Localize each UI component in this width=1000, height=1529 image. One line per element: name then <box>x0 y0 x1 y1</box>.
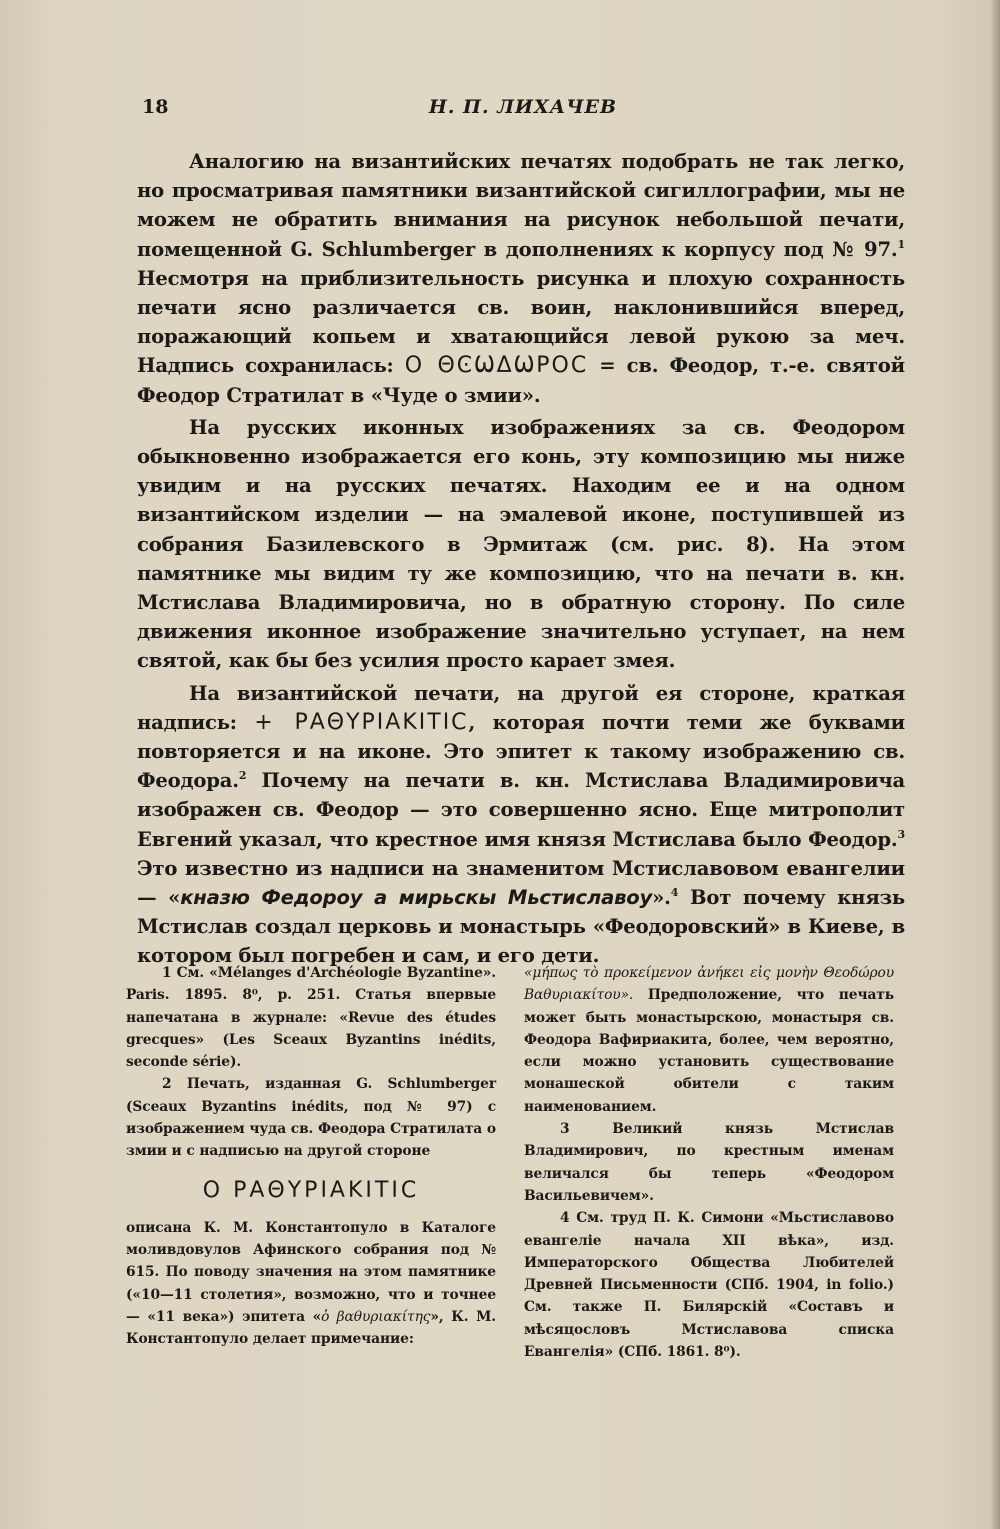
footnote-4: 4 См. труд П. К. Симони «Мьстиславово евангеліе начала XII вѣка», изд. Императорского Общества Любителей Древней Письменности (СПб. 1904, in folio.) См. также П. Билярскій «Составъ и мѣсяцословъ Мстиславова списка Евангелія» (СПб. 1861. 8⁰). <box>524 1210 894 1361</box>
greek-quotation: «μήπως τὸ προκείμενον ἀνήκει εἰς μονὴν Θεοδώρου Βαθυριακίτου». <box>524 965 894 1004</box>
paragraph-2: На русских иконных изображениях за св. Феодором обыкновенно изображается его конь, эту композицию мы ниже увидим и на русских печатях. Находим ее и на одном византийском изделии — на эмалевой иконе, поступившей из собрания Базилевского в Эрмитаж (см. рис. 8). На этом памятнике мы видим ту же композицию, что на печати в. кн. Мстислава Владимировича, но в обратную сторону. По силе движения иконное изображение значительно уступает, на нем святой, как бы без усилия просто карает змея. <box>137 415 905 673</box>
paragraph-3-text-b: , которая почти теми же буквами повторяется и на иконе. Это эпитет к такому изображению св. Феодора. <box>137 710 905 793</box>
slavonic-inscription: кназю Федороу а мирьскы Мьстиславоу <box>180 886 653 910</box>
footnote-2-continued-text-b: », К. М. Константопуло делает примечание: <box>126 1308 496 1348</box>
greek-inscription-bathyriakites: + ΡΑΘΥΡΙΑΚΙΤΙϹ <box>254 709 469 735</box>
page-number: 18 <box>142 96 169 118</box>
page-header <box>142 96 904 124</box>
footnote-1: 1 См. «Mélanges d'Archéologie Byzantine». Paris. 1895. 8⁰, p. 251. Статья впервые напечатана в журнале: «Revue des études grecques» (Les Sceaux Byzantins inédits, seconde série). <box>126 965 496 1071</box>
paragraph-1-text-c: = св. Феодор, т.-е. святой Феодор Стратилат в «Чуде о змии». <box>137 354 905 407</box>
paragraph-3-text-c: Почему на печати в. кн. Мстислава Владимировича изображен св. Феодор — это совершенно ясно. Еще митрополит Евгений указал, что крестное имя князя Мстислава было Феодор. <box>137 769 905 851</box>
paragraph-3 <box>137 679 905 971</box>
footnote-3: 3 Великий князь Мстислав Владимирович, по крестным именам величался бы теперь «Феодором Васильевичем». <box>524 1121 894 1204</box>
footnote-ref-2: 2 <box>238 769 247 783</box>
footnotes-left-column <box>126 962 496 1350</box>
footnote-ref-4: 4 <box>670 886 679 900</box>
footnote-2-continuation-text: Предположение, что печать может быть монастырскою, монастыря св. Феодора Вафириакита, более, чем вероятно, если можно установить существование монашеской обители с таким наименованием. <box>524 987 894 1115</box>
paragraph-3-text-f: Вот почему князь Мстислав создал церковь и монастырь «Феодоровский» в Киеве, в котором был погребен и сам, и его дети. <box>137 886 906 968</box>
seal-inscription: Ο ΡΑΘΥΡΙΑΚΙΤΙϹ <box>202 1177 420 1203</box>
paragraph-3-text-e: ». <box>652 886 671 910</box>
running-head: Н. П. ЛИХАЧЕВ <box>428 96 618 118</box>
footnote-2: 2 Печать, изданная G. Schlumberger (Sceaux Byzantins inédits, под № 97) с изображением чуда св. Феодора Стратилата о змии и с надписью на другой стороне <box>126 1076 496 1160</box>
paragraph-3-text-d: Это известно из надписи на знаменитом Мстиславовом евангелии — « <box>137 856 905 910</box>
footnote-2-continued-text-a: описана К. М. Константопуло в Каталоге моливдовулов Афинского собрания под № 615. По поводу значения на этом памятнике («10—11 столетия», возможно, что и точнее — «11 века») эпитета « <box>126 1219 496 1325</box>
paragraph-1-text-b: Несмотря на приблизительность рисунка и плохую сохранность печати ясно различается св. воин, наклонившийся вперед, поражающий копьем и хватающийся левой рукою за меч. Надпись сохранилась: <box>137 266 905 378</box>
footnote-ref-1: 1 <box>897 237 905 251</box>
main-text <box>137 147 905 971</box>
footnote-2-continuation <box>524 962 894 1118</box>
paragraph-1 <box>137 147 905 410</box>
footnotes-right-column <box>524 962 894 1363</box>
footnote-2-continued <box>126 1217 496 1351</box>
greek-inscription-theodoros: Ο ΘϾѠΔѠΡΟϹ <box>404 353 589 379</box>
paragraph-3-text-a: На византийской печати, на другой ея стороне, краткая надпись: <box>137 681 905 734</box>
greek-epithet: ὁ βαθυριακίτης <box>321 1308 431 1325</box>
footnote-ref-3: 3 <box>897 827 905 841</box>
paragraph-1-text-a: Аналогию на византийских печатях подобрать не так легко, но просматривая памятники византийской сигиллографии, мы не можем не обратить внимания на рисунок небольшой печати, помещенной G. Schlumberger в дополнениях к корпусу под № 97. <box>137 150 905 261</box>
page-edge-shadow <box>990 0 1000 1529</box>
